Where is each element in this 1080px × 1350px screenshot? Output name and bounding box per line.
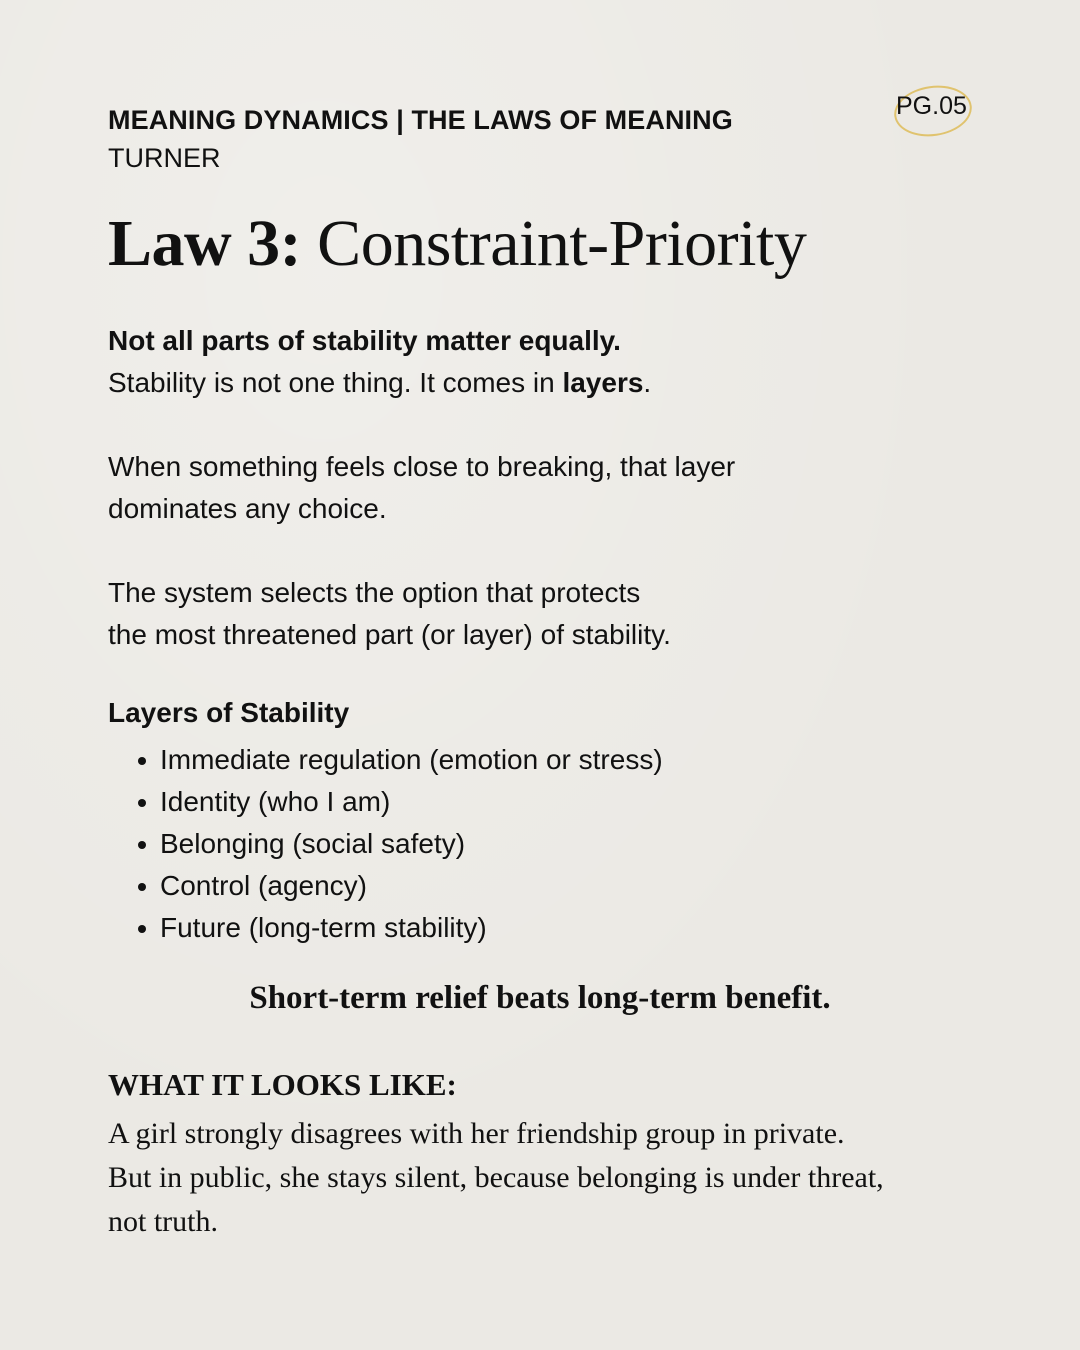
- selection-line-2: the most threatened part (or layer) of stability.: [108, 619, 671, 650]
- series-title: MEANING DYNAMICS | THE LAWS OF MEANING: [108, 105, 733, 135]
- example-line-3: not truth.: [108, 1205, 218, 1238]
- selection-line-1: The system selects the option that protects: [108, 577, 641, 608]
- bullet-icon: [138, 757, 146, 765]
- layer-item: [108, 781, 663, 823]
- layers-heading: Layers of Stability: [108, 697, 350, 728]
- intro-layers-word: layers: [562, 367, 644, 398]
- layer-item-text: Immediate regulation (emotion or stress): [160, 744, 663, 775]
- layer-item: [108, 907, 663, 949]
- layer-item: [108, 739, 663, 781]
- layers-list: [108, 739, 663, 949]
- bullet-icon: [138, 925, 146, 933]
- layer-item-text: Belonging (social safety): [160, 828, 466, 859]
- page-title: [108, 206, 806, 282]
- example-paragraph: [108, 1112, 884, 1244]
- bullet-icon: [138, 883, 146, 891]
- layer-item: [108, 865, 663, 907]
- page-number: PG.05: [896, 92, 967, 120]
- selection-paragraph: [108, 572, 671, 656]
- author-name: TURNER: [108, 143, 221, 173]
- breaking-line-1: When something feels close to breaking, that layer: [108, 451, 736, 482]
- page-number-badge: [892, 88, 976, 134]
- layer-item-text: Identity (who I am): [160, 786, 391, 817]
- breaking-paragraph: [108, 446, 735, 530]
- intro-line-2: [108, 362, 651, 404]
- intro-line-2-text: Stability is not one thing. It comes in: [108, 367, 563, 398]
- law-name: Constraint-Priority: [317, 207, 807, 280]
- example-line-2: But in public, she stays silent, because belonging is under threat,: [108, 1161, 884, 1194]
- layer-item: [108, 823, 663, 865]
- intro-bold-line: Not all parts of stability matter equally.: [108, 325, 621, 356]
- layer-item-text: Future (long-term stability): [160, 912, 487, 943]
- intro-line-2-end: .: [643, 367, 652, 398]
- key-principle: Short-term relief beats long-term benefit.: [249, 980, 831, 1016]
- bullet-icon: [138, 841, 146, 849]
- layer-item-text: Control (agency): [160, 870, 367, 901]
- breaking-line-2: dominates any choice.: [108, 493, 387, 524]
- example-line-1: A girl strongly disagrees with her friendship group in private.: [108, 1117, 845, 1150]
- intro-paragraph: [108, 320, 651, 404]
- bullet-icon: [138, 799, 146, 807]
- example-heading: WHAT IT LOOKS LIKE:: [108, 1067, 457, 1102]
- law-number: Law 3:: [108, 207, 302, 280]
